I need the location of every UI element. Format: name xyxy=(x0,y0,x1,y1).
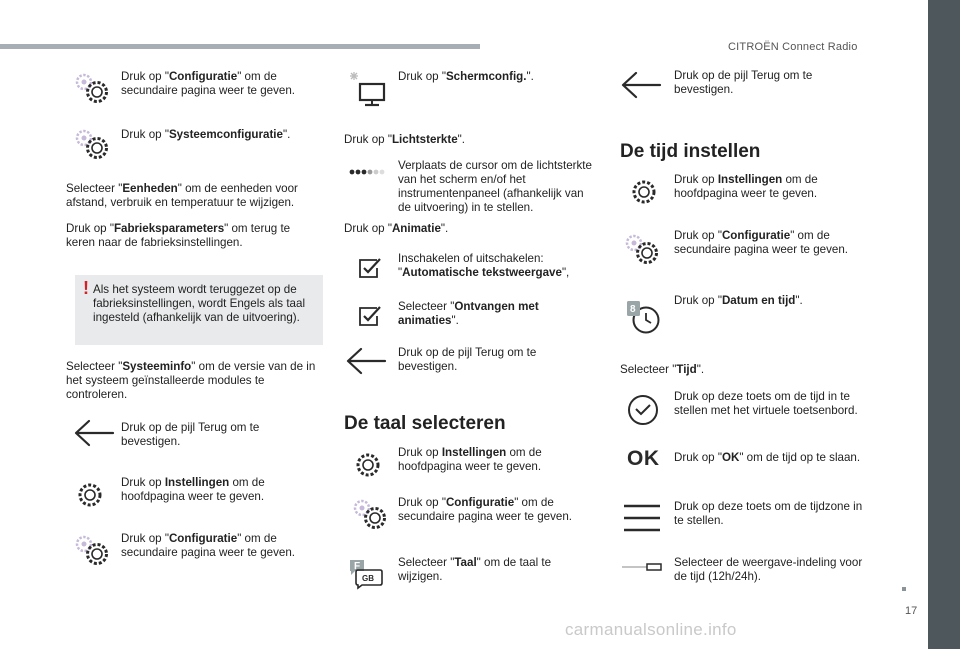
instruction-weergave-indeling: Selecteer de weergave-indeling voor de tijd (12h/24h). xyxy=(674,556,863,583)
instruction-virtueel-toetsenbord: Druk op deze toets om de tijd in te stellen met het virtuele toetsenbord. xyxy=(674,390,858,417)
instruction-datum-en-tijd: Druk op "Datum en tijd". xyxy=(674,294,803,307)
instruction-back: Druk op de pijl Terug om te bevestigen. xyxy=(674,69,813,96)
screen-brightness-icon xyxy=(348,70,388,108)
instruction-instellingen: Druk op Instellingen om de hoofdpagina weer te geven. xyxy=(674,173,818,200)
gears-icon xyxy=(350,496,392,534)
gear-icon xyxy=(76,481,104,509)
ok-button-icon: OK xyxy=(627,447,660,470)
paragraph-tijd: Selecteer "Tijd". xyxy=(620,363,705,376)
header-bar xyxy=(0,44,480,49)
warning-box xyxy=(75,275,323,345)
brightness-slider-icon xyxy=(348,167,388,177)
paragraph-fabrieksparameters: Druk op "Fabrieksparameters" om terug te keren naar de fabrieksinstellingen. xyxy=(66,222,291,249)
gear-icon xyxy=(630,178,658,206)
instruction-configuratie: Druk op "Configuratie" om de secundaire pagina weer te geven. xyxy=(674,229,849,256)
instruction-configuratie: Druk op "Configuratie" om de secundaire pagina weer te geven. xyxy=(121,532,296,559)
instruction-instellingen: Druk op Instellingen om de hoofdpagina weer te geven. xyxy=(121,476,265,503)
clock-icon xyxy=(624,296,664,336)
instruction-tijdzone: Druk op deze toets om de tijdzone in te stellen. xyxy=(674,500,863,527)
instruction-systeemconfiguratie: Druk op "Systeemconfiguratie". xyxy=(121,128,291,141)
warning-text: Als het systeem wordt teruggezet op de fabrieksinstellingen, wordt Engels als taal ingesteld (afhankelijk van de uitvoering). xyxy=(93,283,306,324)
instruction-configuratie: Druk op "Configuratie" om de secundaire pagina weer te geven. xyxy=(398,496,573,523)
checkbox-icon xyxy=(357,256,383,280)
paragraph-animatie: Druk op "Animatie". xyxy=(344,222,449,235)
brand-title: CITROËN Connect Radio xyxy=(728,41,858,53)
page-number: 17 xyxy=(905,605,918,617)
heading-tijd-instellen: De tijd instellen xyxy=(620,141,761,162)
instruction-automatische-tekstweergave: Inschakelen of uitschakelen: "Automatische tekstweergave", xyxy=(398,252,570,279)
clock-badge: 8 xyxy=(630,304,636,315)
check-icon xyxy=(626,393,660,427)
paragraph-systeeminfo: Selecteer "Systeeminfo" om de versie van de in het systeem geïnstalleerde modules te controleren. xyxy=(66,360,316,401)
gears-icon xyxy=(622,231,664,269)
side-tab xyxy=(928,0,960,649)
warning-icon: ! xyxy=(83,278,89,298)
instruction-ok: Druk op "OK" om de tijd op te slaan. xyxy=(674,451,861,464)
gears-icon xyxy=(72,70,114,108)
back-arrow-icon xyxy=(345,346,387,376)
paragraph-eenheden: Selecteer "Eenheden" om de eenheden voor afstand, verbruik en temperatuur te wijzigen. xyxy=(66,182,298,209)
instruction-taal: Selecteer "Taal" om de taal te wijzigen. xyxy=(398,556,552,583)
gear-icon xyxy=(354,451,382,479)
instruction-schermconfig: Druk op "Schermconfig.". xyxy=(398,70,534,83)
instruction-instellingen: Druk op Instellingen om de hoofdpagina weer te geven. xyxy=(398,446,542,473)
back-arrow-icon xyxy=(620,70,662,100)
watermark: carmanualsonline.info xyxy=(565,620,737,639)
end-marker xyxy=(902,587,906,591)
lang-icon-gb: GB xyxy=(362,574,374,583)
toggle-icon xyxy=(621,562,663,572)
instruction-back: Druk op de pijl Terug om te bevestigen. xyxy=(398,346,537,373)
instruction-lichtsterkte-slider: Verplaats de cursor om de lichtsterkte van het scherm en/of het instrumentenpaneel (afhankelijk van de uitvoering) in te stellen. xyxy=(398,159,592,214)
checkbox-icon xyxy=(357,304,383,328)
back-arrow-icon xyxy=(73,418,115,448)
instruction-configuratie: Druk op "Configuratie" om de secundaire pagina weer te geven. xyxy=(121,70,296,97)
paragraph-lichtsterkte: Druk op "Lichtsterkte". xyxy=(344,133,465,146)
list-icon xyxy=(622,502,662,534)
instruction-ontvangen-met-animaties: Selecteer "Ontvangen met animaties". xyxy=(398,300,539,327)
language-icon xyxy=(346,556,386,590)
instruction-back: Druk op de pijl Terug om te bevestigen. xyxy=(121,421,260,448)
gears-icon xyxy=(72,126,114,164)
heading-taal-selecteren: De taal selecteren xyxy=(344,413,506,434)
gears-icon xyxy=(72,532,114,570)
lang-icon-f: F xyxy=(354,561,361,572)
